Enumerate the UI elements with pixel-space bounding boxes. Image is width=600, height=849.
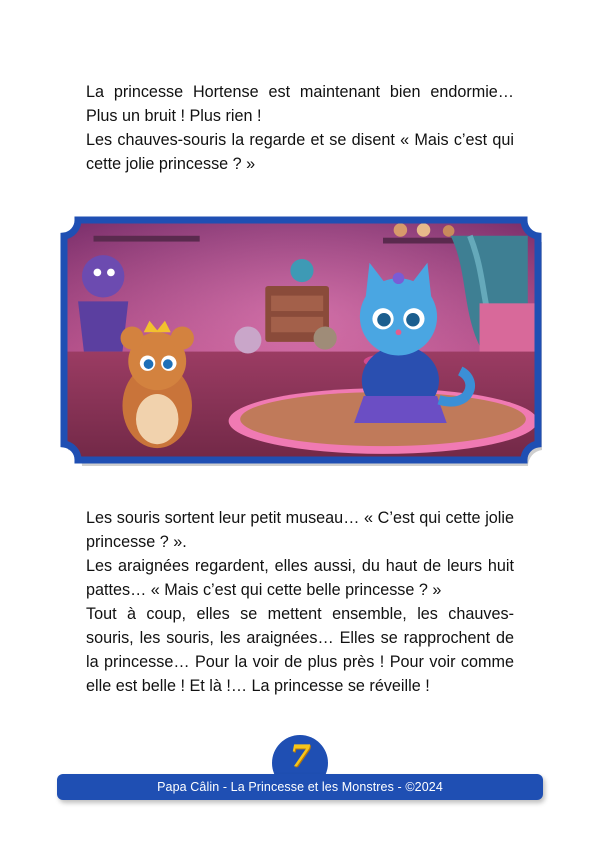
story-line: La princesse Hortense est maintenant bien endormie… Plus un bruit ! Plus rien ! [86, 83, 514, 125]
story-line: Les souris sortent leur petit museau… « C’est qui cette jolie princesse ? ». [86, 509, 514, 551]
footer-text: Papa Câlin - La Princesse et les Monstres - ©2024 [157, 780, 443, 794]
story-illustration [56, 212, 546, 472]
page-number: 7 [289, 739, 311, 774]
story-paragraph-bottom [86, 506, 514, 698]
story-line: Les chauves-souris la regarde et se disent « Mais c’est qui cette jolie princesse ? » [86, 131, 514, 173]
story-line: Les araignées regardent, elles aussi, du haut de leurs huit pattes… « Mais c’est qui cette belle princesse ? » [86, 557, 514, 599]
story-paragraph-top [86, 80, 514, 176]
footer-bar [57, 774, 543, 800]
story-line: Tout à coup, elles se mettent ensemble, les chauves-souris, les souris, les araignées… Elles se rapprochent de la princesse… Pour la voir de plus près ! Pour voir comme elle est belle ! Et là !… La princesse se réveille ! [86, 605, 514, 695]
